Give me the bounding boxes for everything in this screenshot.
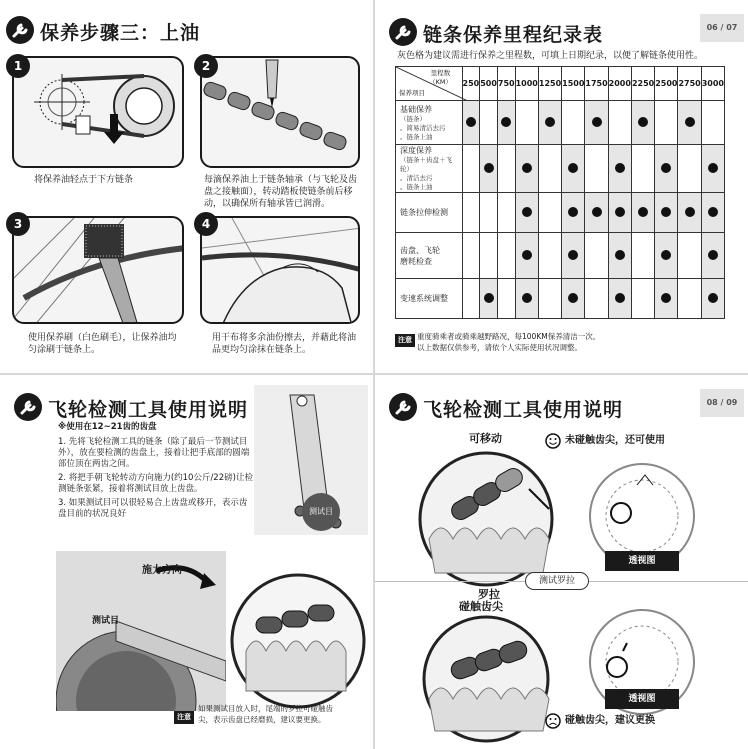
step-number: 1: [6, 54, 30, 78]
good-status: 未碰触齿尖，还可使用: [565, 435, 665, 446]
record-cell: [655, 193, 678, 233]
record-cell: [480, 279, 498, 319]
maintenance-dot: [615, 250, 625, 260]
note-text: 重度骑乘者或骑乘越野路况，每100KM保养清洁一次。 以上数据仅供参考，请依个人实际使用状况调整。: [417, 332, 601, 352]
list-item: 3. 如果测试目可以很轻易合上齿盘或移开，表示齿盘目前的状况良好: [58, 498, 248, 519]
row-label: 链条拉伸检测: [396, 193, 463, 233]
maintenance-dot: [522, 163, 532, 173]
page-maintenance-step3: [0, 0, 373, 373]
wrench-icon: [389, 18, 417, 46]
good-detail: [411, 449, 561, 589]
record-cell: [480, 193, 498, 233]
maintenance-dot: [685, 117, 695, 127]
row-label: 齿盘、飞轮 磨耗检查: [396, 233, 463, 279]
maintenance-dot: [592, 207, 602, 217]
record-cell: [480, 101, 498, 145]
record-cell: [585, 233, 608, 279]
record-cell: [678, 101, 701, 145]
touch-title: 罗拉 碰触齿尖: [459, 588, 503, 613]
page-gutter-horizontal: [0, 373, 748, 375]
note-tag: 注意: [174, 711, 194, 724]
record-cell: [562, 145, 585, 193]
record-cell: [701, 193, 724, 233]
record-cell: [515, 145, 538, 193]
record-cell: [585, 145, 608, 193]
record-cell: [608, 193, 631, 233]
record-cell: [655, 101, 678, 145]
record-cell: [701, 101, 724, 145]
note-tag: 注意: [395, 334, 415, 347]
bad-status: 碰触齿尖，建议更换: [565, 715, 655, 726]
instruction-list: [58, 437, 254, 520]
table-row: [396, 279, 725, 319]
maintenance-dot: [638, 117, 648, 127]
record-cell: [515, 279, 538, 319]
sad-icon: [545, 713, 561, 729]
maintenance-dot: [466, 117, 476, 127]
maintenance-dot: [661, 250, 671, 260]
record-cell: [562, 193, 585, 233]
maintenance-dot: [522, 207, 532, 217]
column-header: 2000: [608, 67, 631, 101]
maintenance-dot: [638, 207, 648, 217]
maintenance-dot: [522, 293, 532, 303]
page-freewheel-tool-result: [375, 375, 748, 749]
record-cell: [678, 145, 701, 193]
subtitle: ※使用在12~21齿的齿盘: [58, 422, 157, 432]
record-cell: [562, 279, 585, 319]
maintenance-dot: [484, 293, 494, 303]
maintenance-dot: [661, 207, 671, 217]
record-cell: [631, 145, 654, 193]
step-number: 4: [194, 212, 218, 236]
maintenance-dot: [501, 117, 511, 127]
record-cell: [497, 145, 515, 193]
record-cell: [538, 193, 561, 233]
page-mileage-record: [375, 0, 748, 373]
step-4-illustration: [200, 216, 360, 324]
maintenance-dot: [592, 117, 602, 127]
column-header: 1000: [515, 67, 538, 101]
maintenance-dot: [568, 250, 578, 260]
maintenance-dot: [708, 163, 718, 173]
record-cell: [701, 145, 724, 193]
maintenance-dot: [661, 293, 671, 303]
step-2-illustration: [200, 56, 360, 168]
row-label: 基础保养 （链条） 。简易清洁去污 。链条上油: [396, 101, 463, 145]
table-intro: 灰色格为建议需进行保养之里程数，可填上日期纪录，以便了解链条使用性。: [397, 51, 704, 61]
step-number: 3: [6, 212, 30, 236]
record-cell: [538, 233, 561, 279]
page-freewheel-tool-guide: [0, 375, 373, 749]
record-cell: [655, 145, 678, 193]
page-title: 飞轮检测工具使用说明: [48, 399, 249, 421]
record-cell: [497, 193, 515, 233]
maintenance-dot: [615, 207, 625, 217]
record-cell: [462, 233, 480, 279]
record-cell: [608, 233, 631, 279]
wrench-icon: [389, 393, 417, 421]
record-cell: [462, 279, 480, 319]
test-point-label: 测试目: [92, 616, 120, 626]
record-cell: [538, 279, 561, 319]
maintenance-dot: [568, 293, 578, 303]
record-cell: [678, 193, 701, 233]
column-header: 2250: [631, 67, 654, 101]
record-cell: [631, 233, 654, 279]
column-header: 1500: [562, 67, 585, 101]
step-caption: 每滴保养油上于链条轴承（与飞轮及齿盘之接触面），转动踏板使链条前后移动，以确保所有轴承皆已润滑。: [204, 175, 358, 209]
step-1-illustration: [12, 56, 184, 168]
note-text: 如果测试目放入时，尾端的罗拉可碰触齿 尖，表示齿盘已经磨损，建议要更换。: [198, 704, 333, 724]
record-cell: [631, 279, 654, 319]
record-cell: [701, 279, 724, 319]
maintenance-dot: [708, 293, 718, 303]
movable-label: 可移动: [469, 432, 502, 445]
column-header: 250: [462, 67, 480, 101]
maintenance-dot: [522, 250, 532, 260]
zoom-detail: [226, 571, 372, 711]
step-caption: 将保养油轻点于下方链条: [34, 175, 134, 185]
page-title: 保养步骤三：上油: [40, 22, 201, 44]
page-title: 链条保养里程纪录表: [423, 24, 604, 46]
record-cell: [538, 101, 561, 145]
table-corner-header: 里程数（KM） 保养项目: [396, 67, 463, 101]
step-number: 2: [194, 54, 218, 78]
maintenance-dot: [484, 163, 494, 173]
record-cell: [678, 279, 701, 319]
column-header: 750: [497, 67, 515, 101]
record-cell: [701, 233, 724, 279]
step-caption: 用干布将多余油份擦去，并藉此将油品更均匀涂抹在链条上。: [212, 333, 357, 355]
maintenance-dot: [708, 250, 718, 260]
test-piece-label: 测试目: [302, 493, 340, 531]
table-row: [396, 193, 725, 233]
record-cell: [480, 145, 498, 193]
wrench-icon: [14, 393, 42, 421]
record-cell: [462, 193, 480, 233]
record-cell: [655, 233, 678, 279]
record-cell: [515, 101, 538, 145]
maintenance-dot: [615, 163, 625, 173]
row-label: 变速系统调整: [396, 279, 463, 319]
step-caption: 使用保养刷（白色刷毛），让保养油均匀涂刷于链条上。: [28, 333, 177, 355]
roller-label: 测试罗拉: [525, 572, 589, 590]
list-item: 2. 将把手朝飞轮转动方向施力(约10公斤/22磅)让检测链条张紧，接着将测试目放上齿盘。: [58, 473, 253, 494]
maintenance-dot: [615, 293, 625, 303]
column-header: 1250: [538, 67, 561, 101]
record-cell: [538, 145, 561, 193]
mileage-table: [395, 66, 725, 319]
record-cell: [608, 279, 631, 319]
record-cell: [515, 193, 538, 233]
force-direction-label: 施力方向: [142, 565, 182, 576]
table-row: [396, 145, 725, 193]
record-cell: [562, 233, 585, 279]
column-header: 3000: [701, 67, 724, 101]
record-cell: [515, 233, 538, 279]
table-row: [396, 101, 725, 145]
record-cell: [655, 279, 678, 319]
smile-icon: [545, 433, 561, 449]
maintenance-dot: [568, 207, 578, 217]
record-cell: [462, 101, 480, 145]
record-cell: [497, 279, 515, 319]
record-cell: [480, 233, 498, 279]
view-label: 透视图: [605, 689, 679, 709]
record-cell: [608, 101, 631, 145]
record-cell: [585, 193, 608, 233]
record-cell: [585, 279, 608, 319]
record-cell: [497, 101, 515, 145]
page-title: 飞轮检测工具使用说明: [423, 399, 624, 421]
table-row: [396, 233, 725, 279]
record-cell: [631, 193, 654, 233]
record-cell: [562, 101, 585, 145]
record-cell: [631, 101, 654, 145]
wrench-icon: [6, 16, 34, 44]
maintenance-dot: [708, 207, 718, 217]
maintenance-dot: [568, 163, 578, 173]
maintenance-dot: [685, 207, 695, 217]
column-header: 1750: [585, 67, 608, 101]
page-number: 06 / 07: [700, 14, 744, 42]
page-number: 08 / 09: [700, 389, 744, 417]
maintenance-dot: [545, 117, 555, 127]
view-label: 透视图: [605, 551, 679, 571]
cassette-photo: [56, 551, 226, 711]
maintenance-dot: [661, 163, 671, 173]
step-3-illustration: [12, 216, 184, 324]
column-header: 500: [480, 67, 498, 101]
column-header: 2500: [655, 67, 678, 101]
row-label: 深度保养 （链条＋齿盘＋飞轮） 。清洁去污 。链条上油: [396, 145, 463, 193]
record-cell: [585, 101, 608, 145]
record-cell: [678, 233, 701, 279]
bad-detail: [411, 613, 561, 745]
record-cell: [462, 145, 480, 193]
record-cell: [608, 145, 631, 193]
list-item: 1. 先将飞轮检测工具的链条（除了最后一节测试目外），放在要检测的齿盘上，接着让把手底部的圆端部位顶在两齿之间。: [58, 437, 250, 469]
record-cell: [497, 233, 515, 279]
column-header: 2750: [678, 67, 701, 101]
